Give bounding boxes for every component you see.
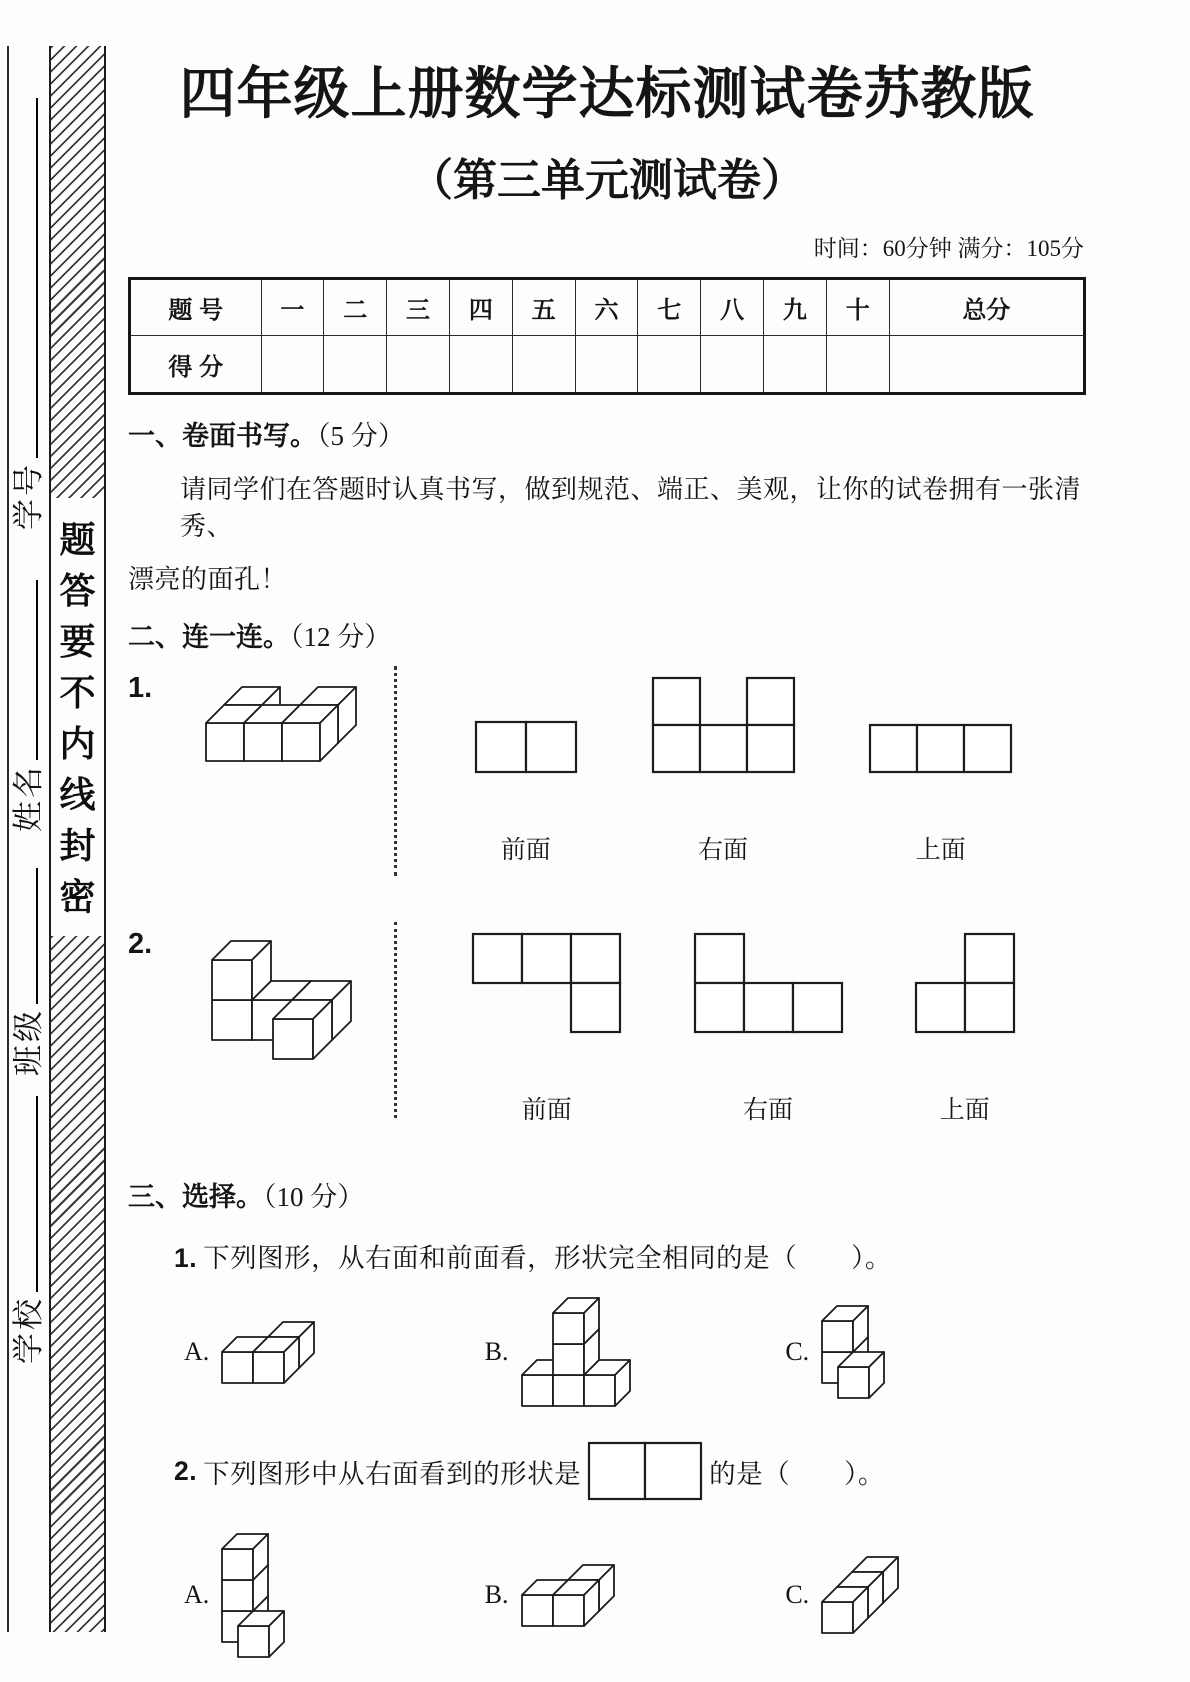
score-table-header: 三 [387,279,450,336]
dashed-separator [394,666,397,876]
section-1-heading [128,414,1086,453]
option-label: A. [184,1580,210,1609]
question-number: 1. [128,672,153,704]
seal-char: 封 [59,826,96,866]
view-label: 前面 [521,1097,572,1124]
student-field-label: 学校 [10,1296,46,1364]
score-table-header: 题 号 [130,279,262,336]
field-underline [36,868,38,1004]
question-number: 1. [174,1243,198,1273]
score-cell [638,336,701,394]
question-text-prefix: 下列图形中从右面看到的形状是 [203,1458,582,1489]
choice-question-2-options [128,1519,1086,1671]
question-text-suffix: 的是（ ）。 [709,1458,885,1489]
seal-char: 线 [59,775,96,815]
option-a [184,1289,485,1415]
view-option [471,932,622,1126]
hatch-pattern-bottom [51,936,104,1632]
view-option [693,932,844,1126]
view-shape [474,720,578,774]
score-cell [575,336,638,394]
score-table-header: 十 [826,279,889,336]
option-cube-figure [819,1554,901,1636]
view-label: 右面 [742,1097,793,1124]
option-c [785,1289,1086,1415]
score-cell [889,336,1084,394]
view-label: 前面 [500,837,551,864]
field-underline [36,1096,38,1292]
section-3-heading [128,1175,1086,1214]
time-score-info: 时间：60分钟 满分：105分 [813,236,1084,261]
choice-question-1 [128,1236,1086,1275]
score-table-header: 总分 [889,279,1084,336]
section-3-points: （10 分） [263,1182,365,1212]
paper-title: 四年级上册数学达标测试卷苏教版 [179,64,1035,126]
option-a [184,1519,485,1671]
option-cube-figure [519,1562,617,1629]
section-2-title: 二、连一连。 [128,622,290,652]
view-label: 右面 [697,837,748,864]
score-table-header: 九 [764,279,827,336]
projection-views [401,662,1086,866]
view-option [474,720,578,866]
inline-view-shape [587,1441,703,1501]
choice-question-2 [128,1441,1086,1501]
section-1-title: 一、卷面书写。 [128,421,317,451]
option-label: C. [785,1580,810,1609]
view-label: 上面 [939,1097,990,1124]
question-number: 2. [128,928,153,960]
section-1-text-line1: 请同学们在答题时认真书写，做到规范、端正、美观，让你的试卷拥有一张清秀、 [180,475,1082,541]
view-shape [914,932,1016,1034]
view-shape [868,723,1013,774]
option-label: B. [484,1580,509,1609]
seal-char: 不 [59,673,96,713]
cube-solid-figure [172,918,390,1062]
view-option [651,676,796,866]
score-table-header: 七 [638,279,701,336]
score-table-header: 一 [261,279,324,336]
option-b [485,1289,786,1415]
score-table-header: 八 [701,279,764,336]
score-table-header: 二 [324,279,387,336]
score-row-label: 得 分 [130,336,262,394]
score-cell [764,336,827,394]
paper-subtitle: （第三单元测试卷） [409,156,805,205]
score-table-header: 四 [449,279,512,336]
option-cube-figure [219,1319,317,1386]
hatch-pattern-top [51,46,104,498]
choice-question-1-options [128,1289,1086,1415]
dashed-separator [394,922,397,1118]
option-label: C. [785,1337,810,1366]
score-table-header: 六 [575,279,638,336]
seal-line-column [49,46,106,1632]
option-label: B. [484,1337,509,1366]
student-field-label: 姓名 [10,764,46,832]
seal-char: 答 [59,571,96,611]
section-2-points: （12 分） [290,622,392,652]
student-field-label: 班级 [10,1008,46,1076]
section-1-points: （5 分） [317,421,405,451]
seal-text [51,512,104,916]
section-3-title: 三、选择。 [128,1182,263,1212]
option-c [785,1519,1086,1671]
paper-main-content [128,0,1086,1671]
view-shape [693,932,844,1034]
score-table [128,277,1086,395]
score-table-score-row [130,336,1085,394]
option-label: A. [184,1337,210,1366]
view-shape [651,676,796,774]
matching-question-2 [128,918,1086,1156]
score-cell [701,336,764,394]
score-cell [324,336,387,394]
seal-char: 题 [59,520,96,560]
student-field-class [3,868,47,1076]
field-underline [36,98,38,458]
option-cube-figure [519,1295,633,1409]
score-cell [826,336,889,394]
view-option [868,723,1013,866]
matching-question-1 [128,662,1086,910]
score-table-header: 五 [512,279,575,336]
option-cube-figure [219,1531,287,1660]
student-field-name [3,580,47,832]
score-cell [387,336,450,394]
section-1-text-line2: 漂亮的面孔！ [128,565,288,594]
seal-char: 内 [59,724,96,764]
view-label: 上面 [915,837,966,864]
seal-char: 要 [59,622,96,662]
option-cube-figure [819,1303,887,1401]
student-field-number [3,98,47,530]
cube-solid-figure [172,662,390,764]
projection-views [401,918,1086,1126]
question-number: 2. [174,1455,198,1486]
question-text: 下列图形，从右面和前面看，形状完全相同的是（ ）。 [203,1243,892,1273]
score-cell [261,336,324,394]
view-shape [471,932,622,1034]
score-cell [449,336,512,394]
field-underline [36,580,38,760]
score-table-header-row [130,279,1085,336]
option-b [485,1519,786,1671]
student-field-school [3,1096,47,1364]
seal-char: 密 [59,877,96,917]
section-2-heading [128,615,1086,654]
student-field-label: 学号 [10,462,46,530]
view-option [914,932,1016,1126]
score-cell [512,336,575,394]
